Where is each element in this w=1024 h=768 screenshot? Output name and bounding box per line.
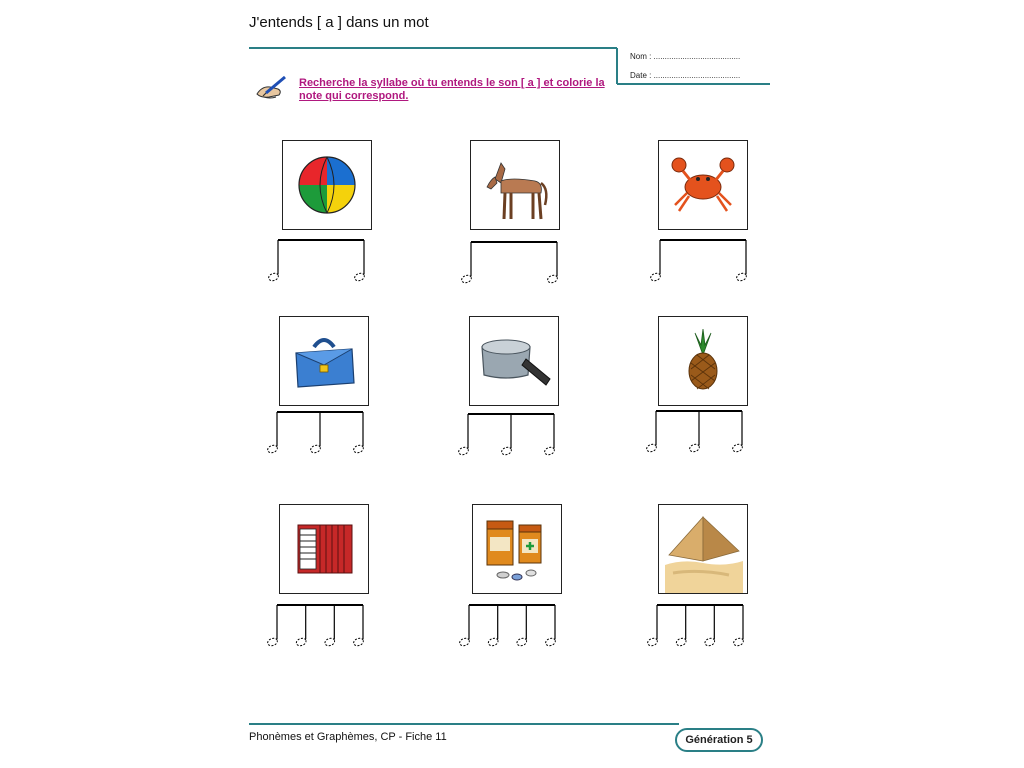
saucepan-icon [470, 317, 558, 405]
date-field-label: Date : ....................................... [630, 71, 741, 80]
picture-horse [470, 140, 560, 230]
note-group-2-cheval [461, 238, 565, 288]
schoolbag-icon [280, 317, 368, 405]
picture-pineapple [658, 316, 748, 406]
instruction-text: Recherche la syllabe où tu entends le son [ a ] et colorie la note qui correspond. [299, 77, 605, 102]
picture-ball [282, 140, 372, 230]
horse-icon [471, 141, 559, 229]
note-group-4-pyramide [647, 601, 751, 651]
note-group-3-ananas [646, 407, 750, 457]
note-group-2-crabe [650, 236, 754, 286]
pyramid-icon [659, 505, 747, 593]
page-title: J'entends [ a ] dans un mot [249, 14, 429, 31]
picture-medicine [472, 504, 562, 594]
picture-crab [658, 140, 748, 230]
footer-text: Phonèmes et Graphèmes, CP - Fiche 11 [249, 731, 447, 743]
note-group-3-casserole [458, 410, 562, 460]
pencil-hand-icon [254, 74, 288, 100]
generation-badge: Génération 5 [675, 728, 763, 752]
note-group-4-medicaments [459, 601, 563, 651]
note-group-4-accordeon [267, 601, 371, 651]
medicine-icon [473, 505, 561, 593]
pineapple-icon [659, 317, 747, 405]
footer-rule [249, 722, 779, 726]
crab-icon [659, 141, 747, 229]
note-group-2-ballon [268, 236, 372, 286]
picture-accordion [279, 504, 369, 594]
picture-pyramid [658, 504, 748, 594]
accordion-icon [280, 505, 368, 593]
picture-schoolbag [279, 316, 369, 406]
note-group-3-cartable [267, 408, 371, 458]
name-field-label: Nom : ....................................... [630, 52, 741, 61]
picture-saucepan [469, 316, 559, 406]
ball-icon [283, 141, 371, 229]
